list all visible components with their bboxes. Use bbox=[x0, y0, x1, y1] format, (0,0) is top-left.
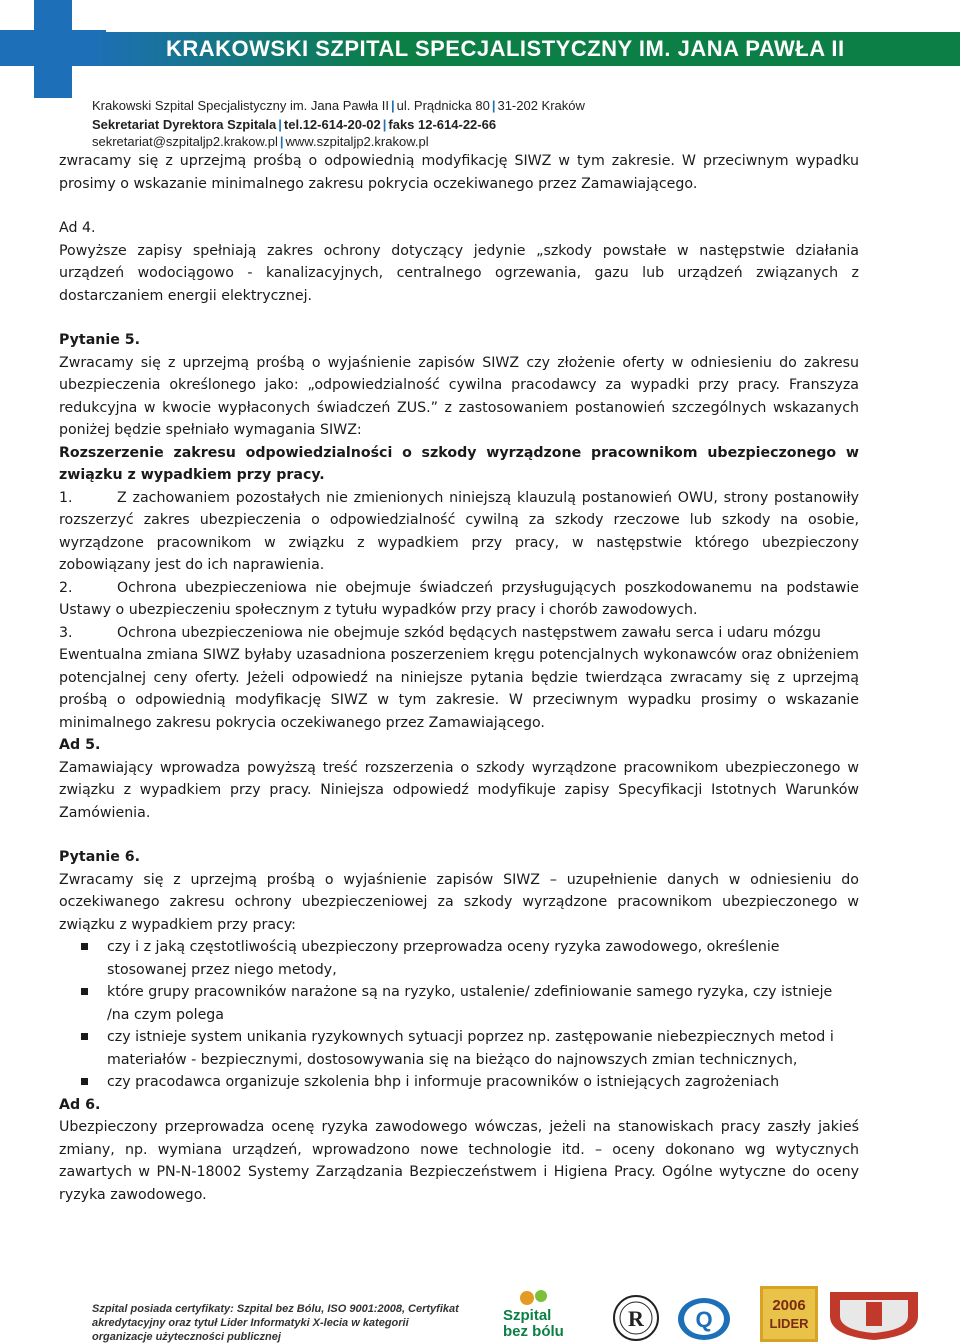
lider-informatyki-logo bbox=[760, 1286, 818, 1342]
iso-certificate-logo bbox=[612, 1294, 660, 1342]
ad4-heading: Ad 4. bbox=[59, 220, 96, 236]
ad6-text: Ubezpieczony przeprowadza ocenę ryzyka zawodowego wówczas, jeżeli na stanowiskach pracy zaszły jakieś zmiany, np. wymiana urządzeń, wprowadzono nowe technologie itd. – oceny dokonano wg wytycznych zawartych w PN-N-18002 Systemy Zarządzania Bezpieczeństwem i Higiena Pracy. Ogólne wytyczne do oceny ryzyka zawodowego. bbox=[59, 1119, 859, 1203]
item-number: 2. bbox=[59, 579, 73, 596]
ad4-text: Powyższe zapisy spełniają zakres ochrony dotyczący jedynie „szkody powstałe w następstwie działania urządzeń wodociągowo - kanalizacyjnych, centralnego ogrzewania, gazu lub urządzeń związanych z dostarczaniem energii elektrycznej. bbox=[59, 242, 859, 304]
q6-bullet-list bbox=[59, 936, 859, 1094]
city: 31-202 Kraków bbox=[497, 98, 585, 113]
logo-lider-word: LIDER bbox=[769, 1316, 809, 1331]
accreditation-logo bbox=[676, 1296, 732, 1342]
item-text: Z zachowaniem pozostałych nie zmienionych niniejszą klauzulą postanowień OWU, strony postanowiły rozszerzyć zakres ubezpieczenia o odpowiedzialność cywilną za szkody rzeczowe lub szkody na osobie, wyrządzone pracownikom w związku z wypadkiem przy pracy, w następstwie którego ubezpieczony zobowiązany jest do ich naprawienia. bbox=[59, 489, 859, 573]
intro-paragraph: zwracamy się z uprzejmą prośbą o odpowiednią modyfikację SIWZ w tym zakresie. W przeciwnym wypadku prosimy o wskazanie minimalnego zakresu pokrycia oczekiwanego przez Zamawiającego. bbox=[59, 153, 859, 192]
szpital-bez-bolu-logo bbox=[497, 1288, 587, 1340]
fax: faks 12-614-22-66 bbox=[388, 117, 497, 132]
ad5-heading: Ad 5. bbox=[59, 737, 101, 753]
logo-q-text: Q bbox=[695, 1307, 713, 1332]
logo-szpital-text: Szpital bbox=[503, 1307, 552, 1324]
q5-heading: Pytanie 5. bbox=[59, 332, 141, 348]
q5-item bbox=[59, 487, 859, 577]
q5-closing: Ewentualna zmiana SIWZ byłaby uzasadniona poszerzeniem kręgu potencjalnych wykonawców oraz obniżeniem potencjalnej ceny oferty. Jeżeli odpowiedź na niniejsze pytania będzie twierdząca zwracamy się z uprzejmą prośbą o odpowiednią modyfikację SIWZ w tym zakresie. W przeciwnym wypadku prosimy o wskazanie minimalnego zakresu pokrycia oczekiwanego przez Zamawiającego. bbox=[59, 647, 859, 731]
ad6-heading: Ad 6. bbox=[59, 1096, 101, 1113]
document-body bbox=[59, 150, 859, 1206]
list-item: czy pracodawca organizuje szkolenia bhp i informuje pracowników o istniejących zagrożeniach bbox=[59, 1071, 859, 1094]
certificates-note: Szpital posiada certyfikaty: Szpital bez Bólu, ISO 9001:2008, Certyfikat akredytacyjny oraz tytuł Lider Informatyki X-lecia w kategorii organizacje użyteczności publicznej bbox=[92, 1303, 459, 1343]
address-line: Krakowski Szpital Specjalistyczny im. Jana Pawła II | ul. Prądnicka 80 | 31-202 Kraków bbox=[92, 98, 585, 113]
list-item: czy i z jaką częstotliwością ubezpieczony przeprowadza oceny ryzyka zawodowego, określenie stosowanej przez niego metody, bbox=[59, 936, 859, 981]
website-link[interactable]: www.szpitaljp2.krakow.pl bbox=[285, 134, 429, 149]
email-link[interactable]: sekretariat@szpitaljp2.krakow.pl bbox=[92, 134, 278, 149]
hospital-name: KRAKOWSKI SZPITAL SPECJALISTYCZNY IM. JANA PAWŁA II bbox=[166, 36, 845, 61]
logo-r-text: R bbox=[628, 1306, 644, 1331]
list-item: które grupy pracowników narażone są na ryzyko, ustalenie/ zdefiniowanie samego ryzyka, czy istnieje /na czym polega bbox=[59, 981, 859, 1026]
secretariat: Sekretariat Dyrektora Szpitala bbox=[92, 117, 277, 132]
q6-heading: Pytanie 6. bbox=[59, 849, 141, 865]
q5-text: Zwracamy się z uprzejmą prośbą o wyjaśnienie zapisów SIWZ czy złożenie oferty w odniesieniu do zakresu ubezpieczenia określonego jako: „odpowiedzialność cywilna pracodawcy za wypadki przy pracy. Franszyza redukcyjna w kwocie wypłaconych świadczeń ZUS.” z zastosowaniem postanowień szczególnych wskazanych poniżej będzie spełniało wymagania SIWZ: bbox=[59, 354, 859, 438]
item-text: Ochrona ubezpieczeniowa nie obejmuje szkód będących następstwem zawału serca i udaru mózgu bbox=[117, 624, 821, 641]
phone: tel.12-614-20-02 bbox=[283, 117, 381, 132]
hospital-address-name: Krakowski Szpital Specjalistyczny im. Jana Pawła II bbox=[92, 98, 389, 113]
item-text: Ochrona ubezpieczeniowa nie obejmuje świadczeń przysługujących poszkodowanemu na podstawie Ustawy o ubezpieczeniu społecznym z tytułu wypadków przy pracy i chorób zawodowych. bbox=[59, 579, 859, 618]
q5-bold-clause: Rozszerzenie zakresu odpowiedzialności o szkody wyrządzone pracownikom ubezpieczonego w związku z wypadkiem przy pracy. bbox=[59, 444, 859, 483]
item-number: 1. bbox=[59, 489, 73, 506]
coat-of-arms-logo bbox=[826, 1288, 922, 1342]
list-item: czy istnieje system unikania ryzykownych sytuacji poprzez np. zastępowanie niebezpiecznych metod i materiałów - bezpiecznymi, dostosowywania się na bieżąco do najnowszych zmian technicznych, bbox=[59, 1026, 859, 1071]
q5-item bbox=[59, 622, 859, 645]
q5-item bbox=[59, 577, 859, 622]
item-number: 3. bbox=[59, 624, 73, 641]
contact-line: Sekretariat Dyrektora Szpitala | tel.12-614-20-02 | faks 12-614-22-66 bbox=[92, 117, 497, 132]
q6-text: Zwracamy się z uprzejmą prośbą o wyjaśnienie zapisów SIWZ – uzupełnienie danych w odniesieniu do oczekiwanego zakresu ochrony ubezpieczeniowej za szkody wyrządzone pracownikom ubezpieczonego w związku z wypadkiem przy pracy: bbox=[59, 871, 859, 933]
street: ul. Prądnicka 80 bbox=[396, 98, 490, 113]
logo-bezbolu-text: bez bólu bbox=[503, 1323, 564, 1340]
logo-lider-year: 2006 bbox=[772, 1297, 806, 1314]
ad5-text: Zamawiający wprowadza powyższą treść rozszerzenia o szkody wyrządzone pracownikom ubezpieczonego w związku z wypadkiem przy pracy. Niniejsza odpowiedź modyfikuje zapisy Specyfikacji Istotnych Warunków Zamówienia. bbox=[59, 759, 859, 821]
web-line: sekretariat@szpitaljp2.krakow.pl | www.szpitaljp2.krakow.pl bbox=[92, 134, 429, 149]
